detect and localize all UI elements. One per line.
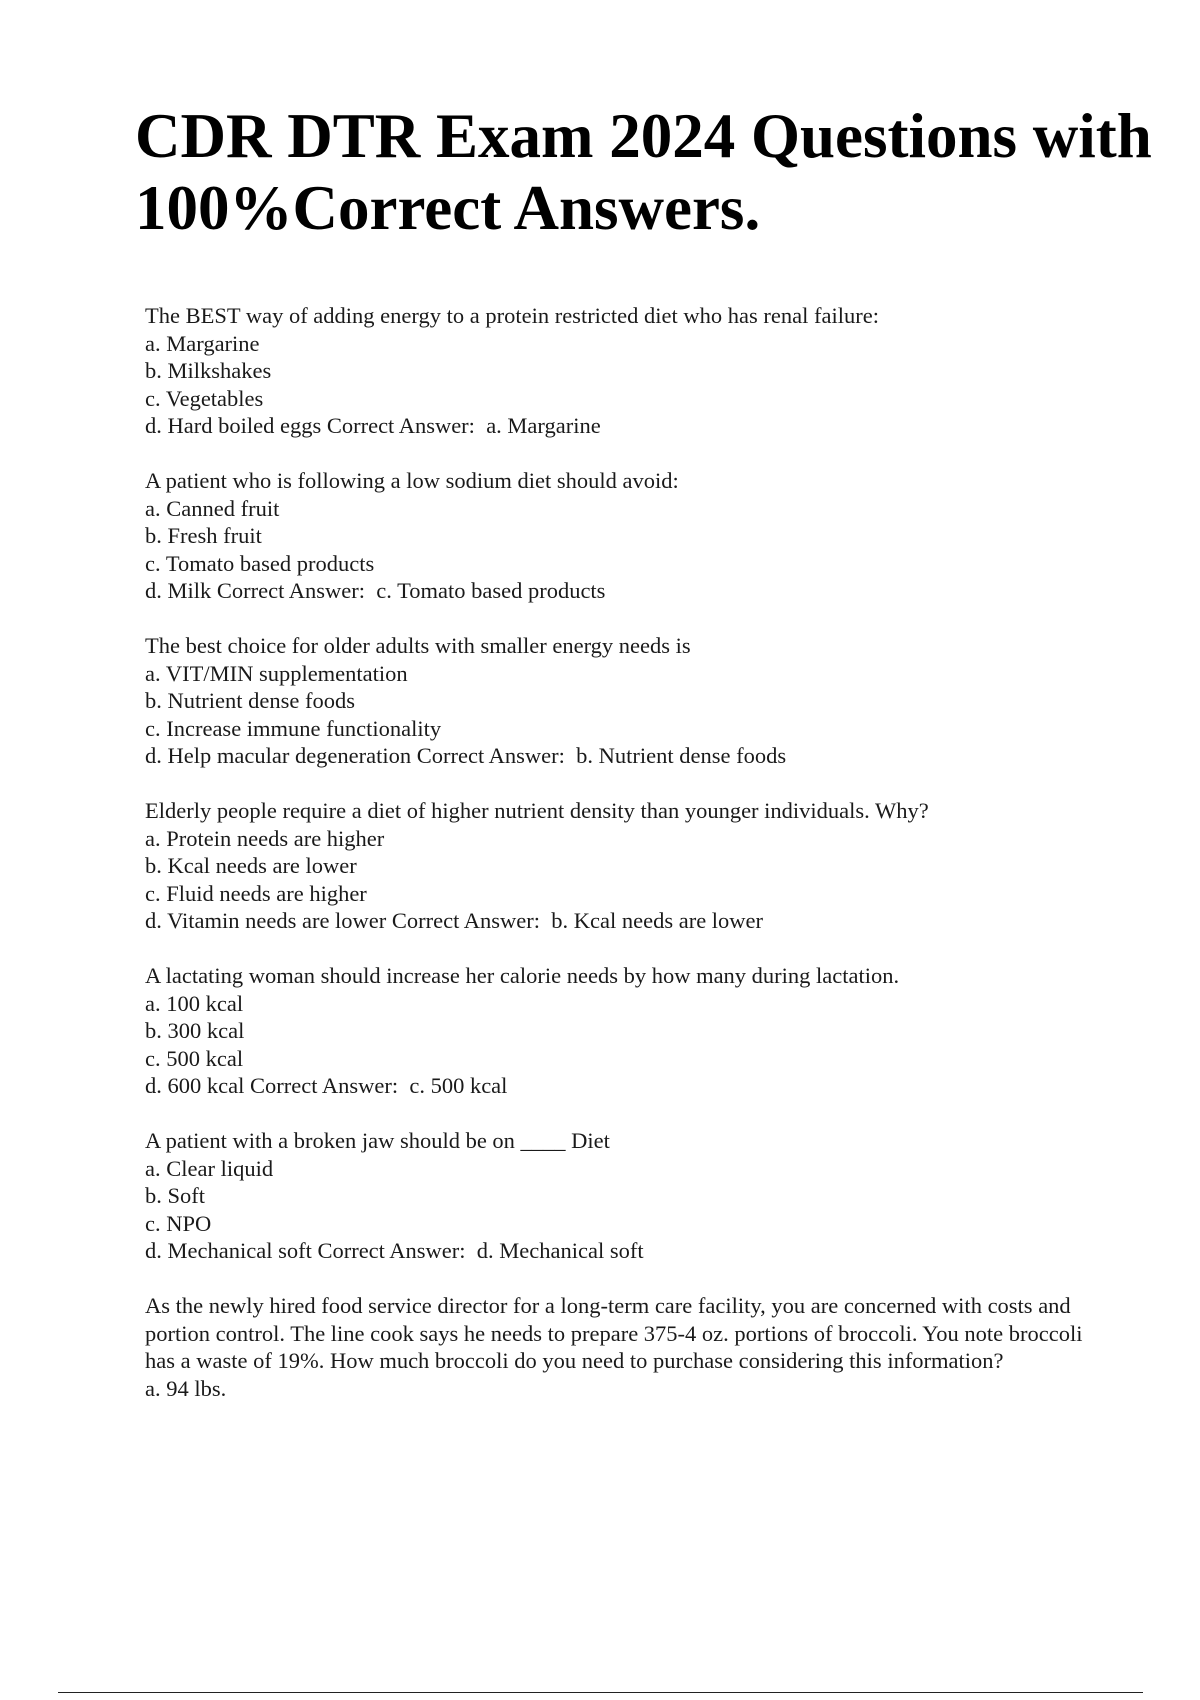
question-option: c. NPO	[145, 1210, 212, 1236]
document-title	[135, 100, 1195, 244]
correct-answer-label: Correct Answer:	[249, 1073, 399, 1098]
title-line-2: 100%Correct Answers.	[135, 173, 761, 243]
correct-answer: b. Kcal needs are lower	[551, 908, 764, 933]
question-option: d. Milk	[145, 578, 212, 603]
question-prompt: Elderly people require a diet of higher nutrient density than younger individuals. Why?	[145, 798, 929, 823]
question-option: a. 100 kcal	[145, 990, 244, 1016]
question-option: c. Fluid needs are higher	[145, 880, 367, 906]
question-option: b. Kcal needs are lower	[145, 853, 357, 878]
question-option: b. Milkshakes	[145, 358, 272, 383]
question-prompt: The BEST way of adding energy to a protein restricted diet who has renal failure:	[145, 303, 879, 328]
correct-answer-label: Correct Answer:	[416, 743, 565, 768]
question-last-option-with-answer	[145, 1237, 1085, 1265]
question-option: d. Mechanical soft	[145, 1238, 312, 1263]
correct-answer-label: Correct Answer:	[391, 908, 541, 933]
correct-answer-label: Correct Answer:	[326, 413, 475, 438]
question-option: b. Soft	[145, 1183, 206, 1208]
question-option: d. Vitamin needs are lower	[145, 908, 387, 933]
question-item	[145, 467, 1085, 605]
question-item	[145, 1292, 1085, 1402]
question-list	[145, 302, 1085, 1430]
question-option: a. 94 lbs.	[145, 1375, 227, 1401]
question-option: a. Margarine	[145, 330, 260, 356]
question-option: c. 500 kcal	[145, 1045, 244, 1071]
question-prompt: A patient with a broken jaw should be on ____ Diet	[145, 1128, 610, 1153]
question-last-option-with-answer	[145, 1072, 1085, 1100]
question-option: c. Increase immune functionality	[145, 715, 442, 741]
question-item	[145, 632, 1085, 770]
question-prompt: The best choice for older adults with smaller energy needs is	[145, 633, 691, 658]
question-last-option-with-answer	[145, 742, 1085, 770]
question-option: d. Help macular degeneration	[145, 743, 412, 768]
question-option: b. 300 kcal	[145, 1018, 245, 1043]
correct-answer: d. Mechanical soft	[476, 1238, 644, 1263]
correct-answer: b. Nutrient dense foods	[576, 743, 787, 768]
question-option: d. Hard boiled eggs	[145, 413, 322, 438]
title-line-1: CDR DTR Exam 2024 Questions with	[135, 101, 1152, 171]
question-option: a. Clear liquid	[145, 1155, 274, 1181]
question-last-option-with-answer	[145, 907, 1085, 935]
question-item	[145, 962, 1085, 1100]
correct-answer: c. 500 kcal	[409, 1073, 508, 1098]
footer-divider	[58, 1692, 1143, 1693]
question-option: a. VIT/MIN supplementation	[145, 660, 408, 686]
correct-answer-label: Correct Answer:	[317, 1238, 466, 1263]
correct-answer: c. Tomato based products	[376, 578, 606, 603]
question-prompt: A patient who is following a low sodium diet should avoid:	[145, 468, 679, 493]
question-item	[145, 1127, 1085, 1265]
correct-answer-label: Correct Answer:	[216, 578, 365, 603]
question-last-option-with-answer	[145, 577, 1085, 605]
question-option: a. Protein needs are higher	[145, 825, 385, 851]
question-option: d. 600 kcal	[145, 1073, 245, 1098]
question-option: c. Tomato based products	[145, 550, 375, 576]
question-option: a. Canned fruit	[145, 495, 280, 521]
question-item	[145, 797, 1085, 935]
question-item	[145, 302, 1085, 440]
question-prompt: As the newly hired food service director for a long-term care facility, you are concerned with costs and portion control. The line cook says he needs to prepare 375-4 oz. portions of broccoli. You note broccoli has a waste of 19%. How much broccoli do you need to purchase considering this information?	[145, 1293, 1083, 1373]
correct-answer: a. Margarine	[486, 413, 601, 438]
question-option: b. Fresh fruit	[145, 523, 262, 548]
question-option: b. Nutrient dense foods	[145, 688, 355, 713]
question-last-option-with-answer	[145, 412, 1085, 440]
question-option: c. Vegetables	[145, 385, 264, 411]
question-prompt: A lactating woman should increase her calorie needs by how many during lactation.	[145, 963, 900, 988]
